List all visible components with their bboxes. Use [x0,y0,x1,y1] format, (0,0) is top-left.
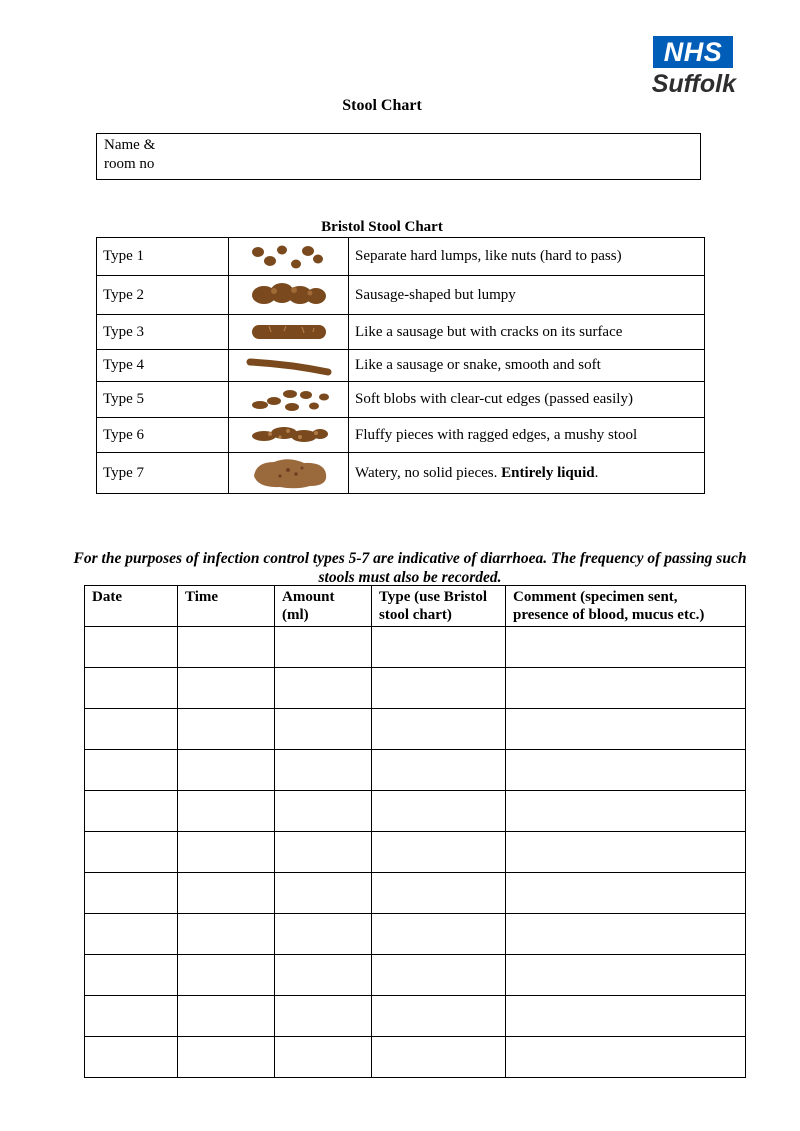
type7-description-bold: Entirely liquid [501,464,595,481]
record-row [85,709,746,750]
stool-type3-illustration [229,315,349,350]
record-cell[interactable] [506,709,746,750]
record-cell[interactable] [372,996,506,1037]
stool-record-table [84,585,746,1078]
bristol-row-type5 [97,382,705,418]
type-description: Like a sausage or snake, smooth and soft [349,350,705,382]
record-cell[interactable] [85,914,178,955]
type-description: Separate hard lumps, like nuts (hard to pass) [349,238,705,276]
bristol-row-type7 [97,453,705,494]
record-cell[interactable] [372,627,506,668]
header-amount [275,586,372,627]
record-cell[interactable] [372,955,506,996]
header-comment-label-2: presence of blood, mucus etc.) [513,607,705,623]
record-cell[interactable] [506,955,746,996]
record-cell[interactable] [506,750,746,791]
record-row [85,955,746,996]
page-title: Stool Chart [342,97,422,114]
record-cell[interactable] [506,1037,746,1078]
bristol-row-type2 [97,276,705,315]
name-room-field[interactable] [96,133,701,180]
header-amount-label: Amount [282,589,335,605]
room-label: room no [104,156,155,172]
record-body [85,627,746,1078]
header-date-label: Date [92,589,122,605]
type-description: Fluffy pieces with ragged edges, a mushy stool [349,418,705,453]
record-cell[interactable] [85,832,178,873]
record-cell[interactable] [275,832,372,873]
record-cell[interactable] [85,750,178,791]
record-cell[interactable] [178,750,275,791]
bristol-row-type1 [97,238,705,276]
record-cell[interactable] [178,914,275,955]
type-label: Type 3 [97,315,229,350]
record-cell[interactable] [178,668,275,709]
type-label: Type 4 [97,350,229,382]
header-type-label-2: stool chart) [379,607,452,623]
type-description: Like a sausage but with cracks on its surface [349,315,705,350]
stool-type6-illustration [229,418,349,453]
record-cell[interactable] [178,791,275,832]
record-cell[interactable] [506,873,746,914]
header-comment [506,586,746,627]
type-description: Soft blobs with clear-cut edges (passed easily) [349,382,705,418]
type-label: Type 5 [97,382,229,418]
record-row [85,996,746,1037]
record-cell[interactable] [275,1037,372,1078]
record-row [85,873,746,914]
record-cell[interactable] [85,709,178,750]
header-comment-label: Comment (specimen sent, [513,589,678,605]
type-label: Type 1 [97,238,229,276]
record-cell[interactable] [372,709,506,750]
record-cell[interactable] [372,1037,506,1078]
record-cell[interactable] [275,750,372,791]
record-cell[interactable] [372,832,506,873]
record-cell[interactable] [85,955,178,996]
record-row [85,1037,746,1078]
bristol-row-type6 [97,418,705,453]
record-cell[interactable] [85,996,178,1037]
header-time [178,586,275,627]
record-cell[interactable] [372,873,506,914]
record-row [85,668,746,709]
bristol-row-type3 [97,315,705,350]
record-cell[interactable] [275,668,372,709]
record-cell[interactable] [372,668,506,709]
type-label: Type 2 [97,276,229,315]
record-cell[interactable] [275,955,372,996]
record-cell[interactable] [178,627,275,668]
header-time-label: Time [185,589,219,605]
record-cell[interactable] [506,914,746,955]
type-label: Type 6 [97,418,229,453]
bristol-row-type4 [97,350,705,382]
record-cell[interactable] [372,750,506,791]
record-cell[interactable] [275,709,372,750]
record-cell[interactable] [178,955,275,996]
record-cell[interactable] [85,791,178,832]
stool-type4-illustration [229,350,349,382]
record-cell[interactable] [85,873,178,914]
record-cell[interactable] [178,1037,275,1078]
record-cell[interactable] [85,1037,178,1078]
record-cell[interactable] [506,668,746,709]
record-cell[interactable] [178,709,275,750]
record-cell[interactable] [506,627,746,668]
header-date [85,586,178,627]
record-row [85,832,746,873]
record-cell[interactable] [275,627,372,668]
nhs-logo-box: NHS [653,36,733,68]
record-cell[interactable] [506,996,746,1037]
infection-control-note: For the purposes of infection control types 5-7 are indicative of diarrhoea. The frequency of passing such stools must also be recorded. [73,550,747,586]
record-cell[interactable] [372,914,506,955]
record-cell[interactable] [85,668,178,709]
nhs-suffolk-logo [640,36,736,99]
record-cell[interactable] [506,832,746,873]
stool-type2-illustration [229,276,349,315]
record-cell[interactable] [506,791,746,832]
record-cell[interactable] [275,873,372,914]
header-type-label: Type (use Bristol [379,589,488,605]
record-cell[interactable] [85,627,178,668]
stool-type5-illustration [229,382,349,418]
type-description [349,453,705,494]
bristol-stool-table [96,237,705,494]
header-type [372,586,506,627]
name-label: Name & [104,137,156,153]
type-description: Sausage-shaped but lumpy [349,276,705,315]
type7-description-end: . [594,464,599,481]
header-amount-unit: (ml) [282,607,309,623]
record-cell[interactable] [275,914,372,955]
type-label: Type 7 [97,453,229,494]
record-cell[interactable] [275,791,372,832]
logo-region: Suffolk [651,70,736,98]
stool-type7-illustration [229,453,349,494]
record-cell[interactable] [372,791,506,832]
bristol-title: Bristol Stool Chart [321,219,443,235]
record-header-row [85,586,746,627]
record-row [85,791,746,832]
record-cell[interactable] [275,996,372,1037]
type7-description-text: Watery, no solid pieces. [355,464,502,481]
record-cell[interactable] [178,832,275,873]
record-row [85,914,746,955]
record-cell[interactable] [178,996,275,1037]
record-row [85,627,746,668]
record-cell[interactable] [178,873,275,914]
record-row [85,750,746,791]
stool-type1-illustration [229,238,349,276]
